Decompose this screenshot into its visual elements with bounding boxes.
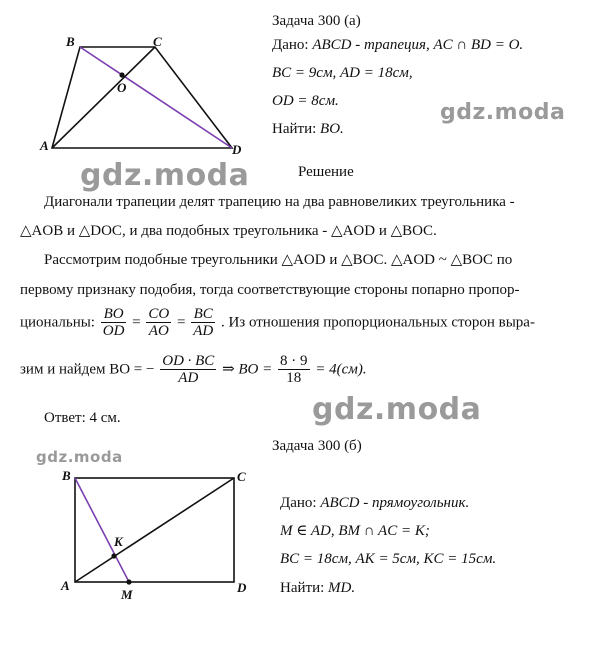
task-a-title: Задача 300 (а) — [272, 13, 361, 29]
line-5-start: циональны: — [20, 314, 95, 331]
line-5-end: . Из отношения пропорциональных сторон выра- — [220, 314, 535, 331]
fraction-co-num: CO — [148, 306, 170, 322]
watermark-center: gdz.moda — [312, 392, 482, 427]
label-b-2: B — [62, 468, 71, 483]
task-b-given — [280, 494, 469, 512]
diagonal-ac-b — [75, 478, 234, 582]
label-c-2: C — [237, 469, 246, 484]
watermark-left: gdz.moda — [80, 158, 250, 193]
label-c: C — [153, 34, 162, 49]
task-a-given-1: ABCD - трапеция, AC ∩ BD = O. — [312, 37, 524, 53]
point-k — [111, 553, 116, 558]
task-a-find-label: Найти: — [272, 121, 317, 137]
solution-line-4: первому признаку подобия, тогда соответствующие стороны попарно пропор- — [20, 282, 520, 298]
fraction-numeric-den: 18 — [286, 370, 302, 386]
implies-arrow: ⇒ BO = — [222, 361, 273, 378]
label-a: A — [40, 138, 49, 153]
solution-line-1: Диагонали трапеции делят трапецию на два равновеликих треугольника - — [44, 194, 515, 210]
line-6-end: = 4(см). — [315, 361, 367, 378]
fraction-od-den: AD — [178, 370, 199, 386]
task-b-given-2: M ∈ AD, BM ∩ AC = K; — [280, 523, 430, 539]
label-d: D — [232, 142, 242, 157]
fraction-bc-num: BC — [191, 306, 215, 323]
fraction-bo-den: OD — [102, 323, 125, 339]
equals-2: = — [176, 314, 186, 331]
solution-heading: Решение — [298, 164, 354, 180]
label-k: K — [114, 534, 123, 549]
task-b-given-3: BC = 18см, AK = 5см, KC = 15см. — [280, 551, 497, 567]
solution-line-3: Рассмотрим подобные треугольники △AOD и △BOC. △AOD ~ △BOC по — [44, 252, 513, 268]
task-b-title: Задача 300 (б) — [272, 438, 362, 454]
task-b-given-label: Дано: — [280, 495, 317, 511]
fraction-co-den: AO — [148, 323, 169, 339]
fraction-bo-num: BO — [101, 306, 127, 323]
task-b-find-value: MD. — [328, 580, 356, 596]
label-o: O — [117, 80, 127, 95]
segment-bm — [75, 478, 129, 582]
task-a-given-label: Дано: — [272, 37, 309, 53]
fraction-bc-den: AD — [193, 323, 214, 339]
task-a-given-3: OD = 8см. — [272, 93, 339, 109]
fraction-numeric-num: 8 · 9 — [280, 353, 308, 369]
task-b-find — [280, 579, 355, 597]
task-a-find-value: BO. — [320, 121, 344, 137]
fraction-od-num: OD · BC — [162, 353, 215, 369]
label-a-2: A — [61, 578, 70, 593]
task-a-given-2: BC = 9см, AD = 18см, — [272, 65, 413, 81]
line-6-start: зим и найдем BO = − — [20, 361, 155, 378]
label-d-2: D — [237, 580, 247, 595]
watermark-small: gdz.moda — [36, 448, 123, 466]
task-b-given-1: ABCD - прямоугольник. — [320, 495, 470, 511]
answer: Ответ: 4 см. — [44, 410, 121, 426]
label-m: M — [121, 587, 133, 602]
task-b-find-label: Найти: — [280, 580, 325, 596]
solution-line-2: △AOB и △DOC, и два подобных треугольника - △AOD и △BOC. — [20, 223, 437, 239]
watermark-top-right: gdz.moda — [440, 100, 566, 125]
label-b: B — [66, 34, 75, 49]
equals-1: = — [132, 314, 141, 331]
point-m — [126, 579, 131, 584]
